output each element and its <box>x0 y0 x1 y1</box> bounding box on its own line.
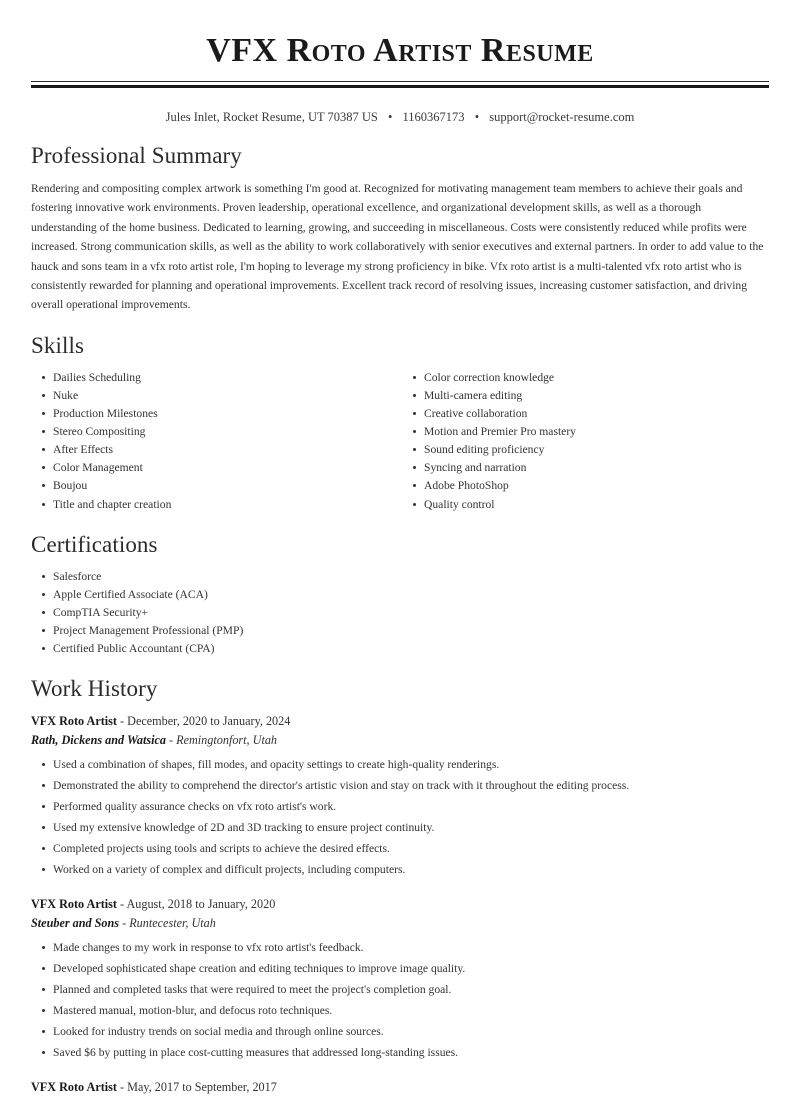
skill-item: Nuke <box>31 387 400 405</box>
skill-item: Sound editing proficiency <box>402 441 769 459</box>
skill-item: Title and chapter creation <box>31 496 400 514</box>
section-skills <box>31 332 769 514</box>
job-title-separator: - <box>116 1079 128 1094</box>
skills-column-left <box>31 369 400 514</box>
job-company-line <box>31 914 769 933</box>
job-company: Rath, Dickens and Watsica <box>31 732 166 747</box>
section-heading-work-history: Work History <box>31 675 158 701</box>
job-title-line <box>31 712 769 731</box>
job-company: Steuber and Sons <box>31 915 120 930</box>
job-title-separator: - <box>116 713 128 728</box>
work-history-entry <box>31 1078 769 1097</box>
certification-item: Salesforce <box>31 568 769 586</box>
job-bullet-item: Mastered manual, motion-blur, and defocus roto techniques. <box>31 1002 769 1020</box>
job-title: VFX Roto Artist <box>31 896 117 911</box>
job-bullet-item: Used a combination of shapes, fill modes, and opacity settings to create high-quality renderings. <box>31 756 769 774</box>
job-bullet-item: Completed projects using tools and scripts to achieve the desired effects. <box>31 840 769 858</box>
job-dates: August, 2018 to January, 2020 <box>126 896 276 911</box>
skill-item: Multi-camera editing <box>402 387 769 405</box>
skills-list-right <box>402 369 769 513</box>
contact-line <box>31 109 769 125</box>
skills-list-left <box>31 369 400 513</box>
job-bullet-item: Developed sophisticated shape creation and editing techniques to improve image quality. <box>31 960 769 978</box>
skill-item: Production Milestones <box>31 405 400 423</box>
skill-item: Creative collaboration <box>402 405 769 423</box>
skill-item: Color correction knowledge <box>402 369 769 387</box>
job-company-separator: - <box>119 915 130 930</box>
job-bullet-list <box>31 939 769 1062</box>
section-heading-certifications: Certifications <box>31 531 158 557</box>
summary-paragraph: Rendering and compositing complex artwork is something I'm good at. Recognized for motivating management team members to achieve their goals and fostering innovative work environments. Proven leadership, operational excellence, and organizational development skills, as well as a thorough understanding of the home business. Dedicated to learning, growing, and succeeding in miscellaneous. Costs were consistently reduced while profits were increased. Strong communication skills, as well as the ability to work collaboratively with senior executives and external partners. In order to add value to the hauck and sons team in a vfx roto artist role, I'm hoping to leverage my strong proficiency in bike. Vfx roto artist is a multi-talented vfx roto artist who is consistently rewarded for planning and operational improvements. Excellent track record of resolving issues, increasing customer satisfaction, and driving overall operational improvements. <box>31 182 764 312</box>
job-bullet-item: Demonstrated the ability to comprehend the director's artistic vision and stay on track with it throughout the editing process. <box>31 777 769 795</box>
job-title-separator: - <box>116 896 127 911</box>
skill-item: Motion and Premier Pro mastery <box>402 423 769 441</box>
job-dates: December, 2020 to January, 2024 <box>127 713 291 728</box>
divider-line-bottom <box>31 85 769 88</box>
skill-item: Quality control <box>402 496 769 514</box>
job-title: VFX Roto Artist <box>31 713 117 728</box>
skill-item: Boujou <box>31 477 400 495</box>
work-history-entry <box>31 895 769 1062</box>
skill-item: After Effects <box>31 441 400 459</box>
skills-column-right <box>400 369 769 514</box>
page-title: VFX Roto Artist Resume <box>206 32 594 69</box>
section-heading-summary: Professional Summary <box>31 143 242 168</box>
work-history-entry <box>31 712 769 879</box>
skill-item: Stereo Compositing <box>31 423 400 441</box>
job-title-line <box>31 1078 769 1097</box>
job-bullet-item: Worked on a variety of complex and difficult projects, including computers. <box>31 861 769 879</box>
contact-separator-2: • <box>474 110 480 124</box>
skill-item: Dailies Scheduling <box>31 369 400 387</box>
section-heading-skills: Skills <box>31 332 85 358</box>
job-company-line <box>31 731 769 750</box>
contact-separator-1: • <box>388 110 393 124</box>
skill-item: Syncing and narration <box>402 459 769 477</box>
certification-item: Certified Public Accountant (CPA) <box>31 640 769 658</box>
work-history-jobs <box>31 712 769 1097</box>
skills-columns <box>31 369 769 514</box>
job-location: Runtecester, Utah <box>129 915 216 930</box>
certifications-list <box>31 568 769 658</box>
job-bullet-item: Saved $6 by putting in place cost-cutting measures that addressed long-standing issues. <box>31 1044 769 1062</box>
certification-item: Apple Certified Associate (ACA) <box>31 586 769 604</box>
section-work-history <box>31 675 769 1097</box>
job-company-separator: - <box>165 732 177 747</box>
contact-phone[interactable]: 1160367173 <box>402 110 465 124</box>
job-dates: May, 2017 to September, 2017 <box>127 1079 277 1094</box>
section-professional-summary <box>31 142 769 315</box>
header-divider <box>31 81 769 88</box>
job-bullet-list <box>31 756 769 879</box>
skill-item: Adobe PhotoShop <box>402 477 769 495</box>
section-certifications <box>31 531 769 658</box>
job-bullet-item: Planned and completed tasks that were required to meet the project's completion goal. <box>31 981 769 999</box>
job-bullet-item: Performed quality assurance checks on vfx roto artist's work. <box>31 798 769 816</box>
certification-item: Project Management Professional (PMP) <box>31 622 769 640</box>
job-title-line <box>31 895 769 914</box>
skill-item: Color Management <box>31 459 400 477</box>
contact-email[interactable]: support@rocket-resume.com <box>489 110 635 124</box>
job-location: Remingtonfort, Utah <box>176 732 278 747</box>
job-bullet-item: Used my extensive knowledge of 2D and 3D tracking to ensure project continuity. <box>31 819 769 837</box>
job-title: VFX Roto Artist <box>31 1079 117 1094</box>
job-bullet-item: Made changes to my work in response to vfx roto artist's feedback. <box>31 939 769 957</box>
certification-item: CompTIA Security+ <box>31 604 769 622</box>
job-bullet-item: Looked for industry trends on social media and through online sources. <box>31 1023 769 1041</box>
contact-address: Jules Inlet, Rocket Resume, UT 70387 US <box>165 110 378 124</box>
